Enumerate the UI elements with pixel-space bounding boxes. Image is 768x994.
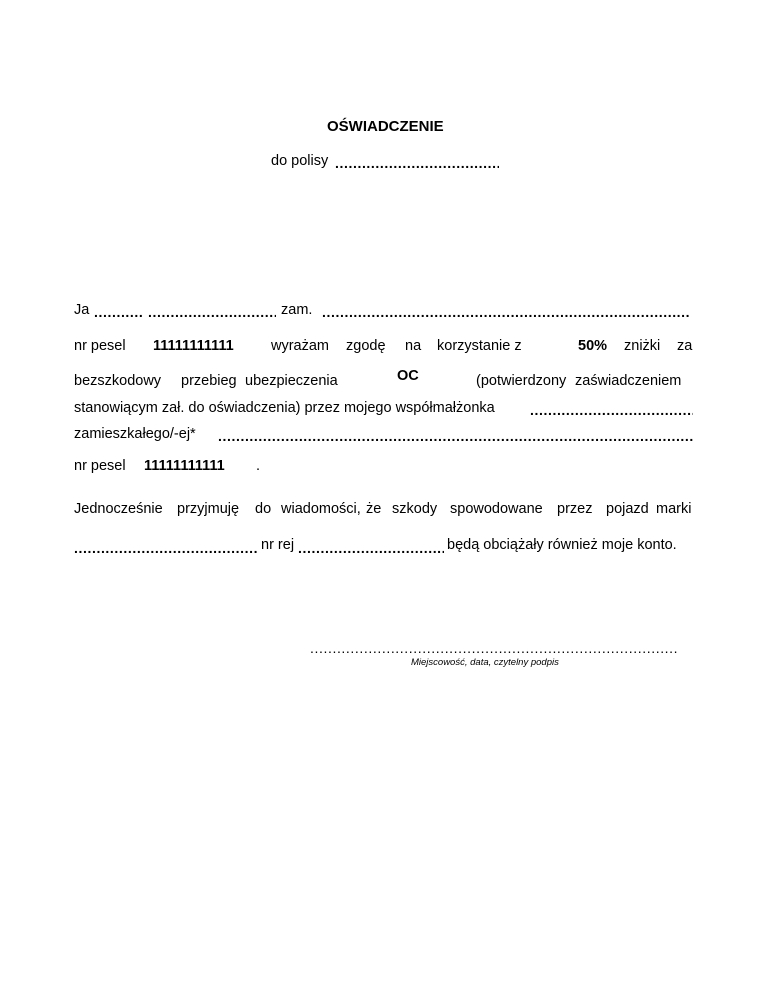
residence-label: zamieszkałego/-ej*	[74, 426, 196, 442]
spouse-address-blank	[218, 429, 693, 443]
text-przyjmuje: przyjmuję	[177, 501, 240, 517]
text-ze: że	[366, 501, 382, 517]
text-do: do	[255, 501, 272, 517]
text-szkody: szkody	[392, 501, 438, 517]
text-jednoczesnie: Jednocześnie	[74, 501, 163, 517]
address-blank	[322, 305, 691, 319]
account-text: będą obciążały również moje konto.	[447, 537, 677, 553]
vehicle-make-blank	[74, 541, 258, 555]
text-na: na	[405, 338, 422, 354]
text-zaswiadczeniem: zaświadczeniem	[575, 373, 682, 389]
last-name-blank	[148, 305, 276, 319]
pesel-period: .	[256, 458, 261, 474]
text-przez: przez	[557, 501, 593, 517]
text-ubezpieczenia: ubezpieczenia	[245, 373, 338, 389]
first-name-blank	[94, 305, 144, 319]
registration-blank	[298, 541, 444, 555]
text-spowodowane: spowodowane	[450, 501, 543, 517]
pesel-value: 11111111111	[153, 338, 234, 354]
text-znizki: zniżki	[624, 338, 661, 354]
text-pojazd: pojazd	[606, 501, 649, 517]
signature-caption: Miejscowość, data, czytelny podpis	[411, 657, 559, 668]
discount-percent: 50%	[578, 338, 608, 354]
nr-rej-label: nr rej	[261, 537, 295, 553]
document-title: OŚWIADCZENIE	[327, 118, 444, 135]
spouse-name-blank	[530, 403, 693, 417]
nr-pesel-label: nr pesel	[74, 338, 126, 354]
text-potwierdzony: (potwierdzony	[476, 373, 567, 389]
insurance-type: OC	[397, 368, 419, 384]
text-marki: marki	[656, 501, 692, 517]
text-korzystanie: korzystanie z	[437, 338, 522, 354]
signature-blank	[310, 641, 678, 655]
text-wyrazam: wyrażam	[271, 338, 330, 354]
text-bezszkodowy: bezszkodowy	[74, 373, 162, 389]
policy-number-blank	[335, 156, 499, 170]
text-zgode: zgodę	[346, 338, 386, 354]
text-za: za	[677, 338, 693, 354]
text-wiadomosci: wiadomości,	[281, 501, 361, 517]
document-subtitle: do polisy	[271, 153, 329, 169]
spouse-pesel-value: 11111111111	[144, 458, 225, 474]
spouse-nr-pesel-label: nr pesel	[74, 458, 126, 474]
text-przebieg: przebieg	[181, 373, 237, 389]
spouse-text: stanowiącym zał. do oświadczenia) przez mojego współmałżonka	[74, 400, 495, 416]
zam-label: zam.	[281, 302, 313, 318]
ja-label: Ja	[74, 302, 90, 318]
